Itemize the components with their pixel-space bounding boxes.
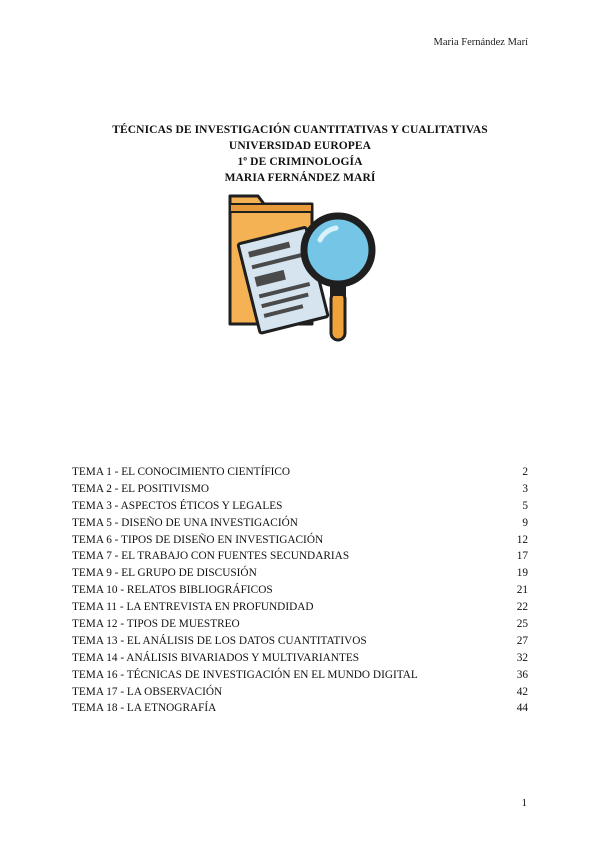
toc-entry-page: 44 <box>516 702 528 715</box>
toc-entry[interactable] <box>72 481 528 498</box>
page-number: 1 <box>521 797 527 809</box>
toc-entry[interactable] <box>72 667 528 684</box>
document-title-block <box>0 122 600 186</box>
toc-entry-title: TEMA 6 - TIPOS DE DISEÑO EN INVESTIGACIÓN <box>72 533 324 546</box>
toc-entry[interactable] <box>72 464 528 481</box>
toc-entry-title: TEMA 11 - LA ENTREVISTA EN PROFUNDIDAD <box>72 601 314 614</box>
toc-entry-page: 17 <box>516 550 528 563</box>
toc-entry-title: TEMA 17 - LA OBSERVACIÓN <box>72 685 223 698</box>
course-year: 1º DE CRIMINOLOGÍA <box>237 156 363 168</box>
toc-entry-title: TEMA 7 - EL TRABAJO CON FUENTES SECUNDARIAS <box>72 550 350 563</box>
toc-entry[interactable] <box>72 700 528 717</box>
toc-entry-title: TEMA 5 - DISEÑO DE UNA INVESTIGACIÓN <box>72 516 298 529</box>
toc-entry-title: TEMA 12 - TIPOS DE MUESTREO <box>72 618 240 631</box>
toc-entry[interactable] <box>72 684 528 701</box>
toc-entry-title: TEMA 13 - EL ANÁLISIS DE LOS DATOS CUANTITATIVOS <box>72 634 367 647</box>
toc-entry[interactable] <box>72 633 528 650</box>
toc-entry-page: 2 <box>522 466 528 478</box>
university-name: UNIVERSIDAD EUROPEA <box>228 140 372 152</box>
toc-entry-page: 42 <box>516 685 528 698</box>
toc-entry-page: 21 <box>516 584 528 597</box>
toc-entry[interactable] <box>72 532 528 549</box>
toc-entry-page: 12 <box>516 533 528 546</box>
folder-document-magnifier-icon <box>224 188 380 344</box>
toc-entry[interactable] <box>72 650 528 667</box>
toc-entry-title: TEMA 18 - LA ETNOGRAFÍA <box>72 702 217 715</box>
toc-entry[interactable] <box>72 515 528 532</box>
toc-entry-page: 5 <box>522 499 528 512</box>
toc-entry-title: TEMA 9 - EL GRUPO DE DISCUSIÓN <box>72 567 257 580</box>
toc-entry-page: 9 <box>522 516 528 529</box>
toc-entry-page: 25 <box>516 618 528 631</box>
toc-entry-title: TEMA 10 - RELATOS BIBLIOGRÁFICOS <box>72 584 273 597</box>
toc-entry-title: TEMA 1 - EL CONOCIMIENTO CIENTÍFICO <box>72 466 291 478</box>
course-title: TÉCNICAS DE INVESTIGACIÓN CUANTITATIVAS Y CUALITATIVAS <box>112 124 488 136</box>
toc-entry-title: TEMA 3 - ASPECTOS ÉTICOS Y LEGALES <box>72 499 283 512</box>
folder-tab-icon <box>230 204 312 212</box>
toc-entry-page: 32 <box>516 651 528 664</box>
toc-entry-page: 36 <box>516 668 528 681</box>
author-name: MARIA FERNÁNDEZ MARÍ <box>224 172 376 184</box>
toc-entry-title: TEMA 14 - ANÁLISIS BIVARIADOS Y MULTIVARIANTES <box>72 651 360 664</box>
toc-entry-title: TEMA 16 - TÉCNICAS DE INVESTIGACIÓN EN EL MUNDO DIGITAL <box>72 668 418 681</box>
toc-entry[interactable] <box>72 599 528 616</box>
toc-entry[interactable] <box>72 565 528 582</box>
toc-entry[interactable] <box>72 616 528 633</box>
toc-entry[interactable] <box>72 582 528 599</box>
toc-entry-page: 22 <box>516 601 528 614</box>
toc-entry-title: TEMA 2 - EL POSITIVISMO <box>72 482 210 495</box>
table-of-contents <box>72 464 528 717</box>
toc-entry[interactable] <box>72 498 528 515</box>
magnifier-handle-icon <box>331 292 345 340</box>
toc-entry-page: 19 <box>516 567 528 580</box>
page-header-author: Maria Fernández Marí <box>433 37 528 48</box>
toc-entry[interactable] <box>72 548 528 565</box>
toc-entry-page: 27 <box>516 634 528 647</box>
toc-entry-page: 3 <box>522 482 528 495</box>
magnifier-lens-icon <box>304 216 372 284</box>
